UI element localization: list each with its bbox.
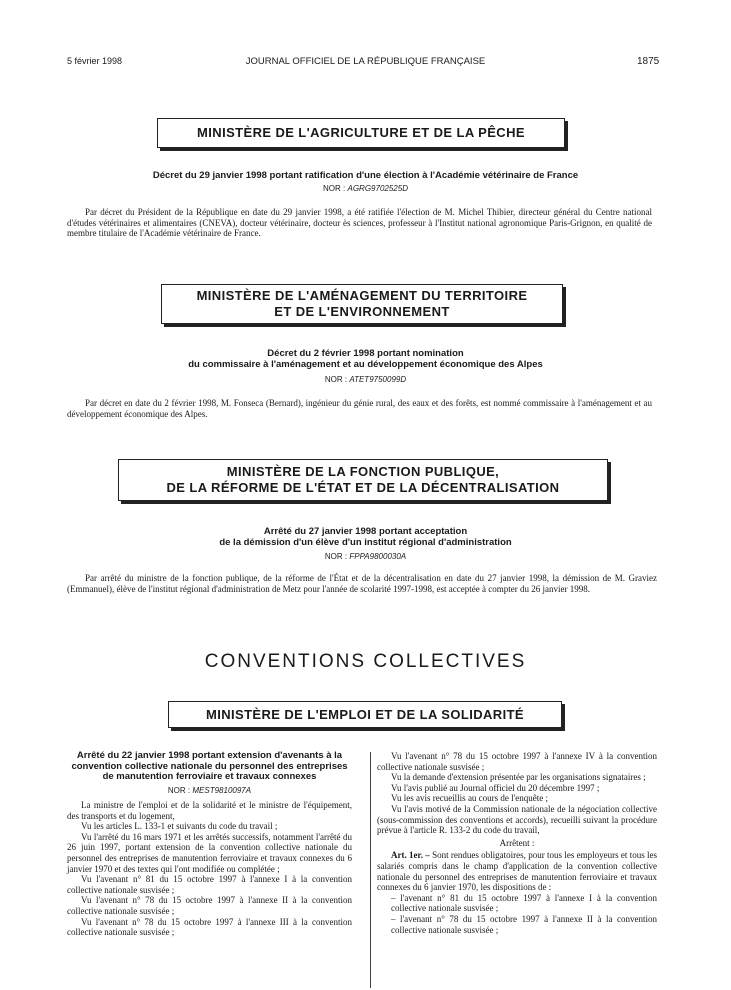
ministry-name-line-1: MINISTÈRE DE LA FONCTION PUBLIQUE, bbox=[226, 464, 500, 479]
visa-paragraph: Vu l'avenant n° 81 du 15 octobre 1997 à l'annexe I à la convention collective nationale susvisée ; bbox=[67, 874, 352, 895]
ministry-name: MINISTÈRE DE L'AGRICULTURE ET DE LA PÊCHE bbox=[197, 125, 525, 140]
nor-code: AGRG9702525D bbox=[347, 184, 408, 193]
decree-text bbox=[67, 398, 652, 419]
decree-paragraph: Par arrêté du ministre de la fonction publique, de la réforme de l'État et de la décentralisation en date du 27 janvier 1998, la démission de M. Graviez (Emmanuel), élève de l'institut régional d'administration de Metz pour l'année de scolarité 1997-1998, est acceptée à compter du 26 janvier 1998. bbox=[67, 573, 657, 594]
nor-label: NOR : bbox=[324, 552, 348, 561]
arrete-title: Arrêté du 22 janvier 1998 portant extension d'avenants à la convention collective nationale du personnel des entreprises de manutention ferroviaire et travaux connexes bbox=[71, 750, 348, 782]
ministry-name-line-2: DE LA RÉFORME DE L'ÉTAT ET DE LA DÉCENTRALISATION bbox=[166, 480, 560, 495]
nor-reference bbox=[0, 184, 731, 193]
dash-item: – l'avenant n° 81 du 15 octobre 1997 à l'annexe I à la convention collective nationale susvisée ; bbox=[391, 892, 657, 914]
decree-title-line: de la démission d'un élève d'un institut régional d'administration bbox=[219, 537, 512, 548]
ministry-box-amenagement bbox=[161, 284, 563, 324]
decree-title bbox=[0, 170, 731, 181]
nor-label: NOR : bbox=[323, 184, 346, 193]
visa-paragraph: Vu les articles L. 133-1 et suivants du code du travail ; bbox=[81, 821, 278, 832]
header-journal-title: JOURNAL OFFICIEL DE LA RÉPUBLIQUE FRANÇAISE bbox=[245, 56, 486, 67]
nor-code: FPPA9800030A bbox=[349, 552, 407, 561]
dash-item: – l'avenant n° 78 du 15 octobre 1997 à l'annexe II à la convention collective nationale susvisée ; bbox=[391, 913, 657, 935]
header-date: 5 février 1998 bbox=[67, 56, 123, 66]
visa-paragraph: Vu la demande d'extension présentée par les organisations signataires ; bbox=[391, 772, 646, 783]
left-column bbox=[67, 751, 352, 938]
column-divider bbox=[370, 752, 371, 988]
decree-paragraph: Par décret du Président de la République en date du 29 janvier 1998, a été ratifiée l'élection de M. Michel Thibier, directeur général du Centre national d'études vétérinaires et alimentaires (CNEVA), docteur vétérinaire, docteur ès sciences, professeur à l'Institut national agronomique Paris-Grignon, en qualité de membre titulaire de l'Académie vétérinaire de France. bbox=[67, 207, 652, 238]
arretent-label: Arrêtent : bbox=[499, 837, 535, 848]
section-heading: CONVENTIONS COLLECTIVES bbox=[204, 651, 527, 672]
decree-title-line: Décret du 2 février 1998 portant nomination bbox=[267, 348, 464, 359]
nor-code: MEST9810097A bbox=[192, 785, 252, 795]
decree-paragraph: Par décret en date du 2 février 1998, M. Fonseca (Bernard), ingénieur du génie rural, des eaux et des forêts, est nommé commissaire à l'aménagement et au développement économique des Alpes. bbox=[67, 398, 652, 419]
nor-reference bbox=[67, 786, 352, 797]
ministry-box-emploi bbox=[168, 701, 562, 728]
visa-paragraph: La ministre de l'emploi et de la solidarité et le ministre de l'équipement, des transports et du logement, bbox=[67, 800, 352, 821]
visa-paragraph: Vu les avis recueillis au cours de l'enquête ; bbox=[391, 793, 549, 804]
decree-text bbox=[67, 207, 652, 239]
nor-reference bbox=[0, 552, 731, 561]
article-paragraph bbox=[377, 850, 657, 892]
ministry-name-line-2: ET DE L'ENVIRONNEMENT bbox=[274, 304, 450, 319]
right-column bbox=[377, 751, 657, 935]
nor-label: NOR : bbox=[324, 375, 348, 384]
nor-label: NOR : bbox=[167, 785, 191, 795]
decree-title-line: Arrêté du 27 janvier 1998 portant acceptation bbox=[263, 526, 468, 537]
nor-code: ATET9750099D bbox=[349, 375, 407, 384]
ministry-box-agriculture bbox=[157, 118, 565, 148]
visa-paragraph: Vu l'avis motivé de la Commission nationale de la négociation collective (sous-commission des conventions et accords), recueilli suivant la procédure prévue à l'article R. 133-2 du code du travail, bbox=[377, 803, 657, 836]
visa-paragraph: Vu l'arrêté du 16 mars 1971 et les arrêtés successifs, notamment l'arrêté du 26 juin 1997, portant extension de la convention collective nationale du personnel des entreprises de manutention ferroviaire et travaux connexes du 6 janvier 1970 et des textes qui l'ont modifiée ou complétée ; bbox=[67, 831, 352, 874]
nor-reference bbox=[0, 375, 731, 384]
decree-text bbox=[67, 573, 657, 594]
visa-paragraph: Vu l'avenant n° 78 du 15 octobre 1997 à l'annexe IV à la convention collective nationale susvisée ; bbox=[377, 751, 657, 772]
visa-paragraph: Vu l'avis publié au Journal officiel du 20 décembre 1997 ; bbox=[391, 782, 600, 793]
ministry-name-line-1: MINISTÈRE DE L'AMÉNAGEMENT DU TERRITOIRE bbox=[196, 288, 528, 303]
decree-title bbox=[0, 526, 731, 548]
visa-paragraph: Vu l'avenant n° 78 du 15 octobre 1997 à l'annexe II à la convention collective nationale susvisée ; bbox=[67, 895, 352, 917]
ministry-name: MINISTÈRE DE L'EMPLOI ET DE LA SOLIDARITÉ bbox=[205, 706, 525, 722]
article-label: Art. 1er. – bbox=[391, 850, 430, 861]
decree-title bbox=[0, 348, 731, 370]
article-text: Sont rendues obligatoires, pour tous les employeurs et tous les salariés compris dans le champ d'application de la convention collective nationale du personnel des entreprises de manutention ferroviaire et travaux connexes du 6 janvier 1970, les dispositions de : bbox=[377, 850, 658, 893]
visa-paragraph: Vu l'avenant n° 78 du 15 octobre 1997 à l'annexe III à la convention collective nationale susvisée ; bbox=[67, 916, 352, 938]
decree-title-line: Décret du 29 janvier 1998 portant ratification d'une élection à l'Académie vétérinaire de France bbox=[152, 170, 579, 181]
decree-title-line: du commissaire à l'aménagement et au développement économique des Alpes bbox=[188, 359, 543, 370]
ministry-box-fonction-publique bbox=[118, 459, 608, 501]
header-page-number: 1875 bbox=[637, 56, 660, 67]
